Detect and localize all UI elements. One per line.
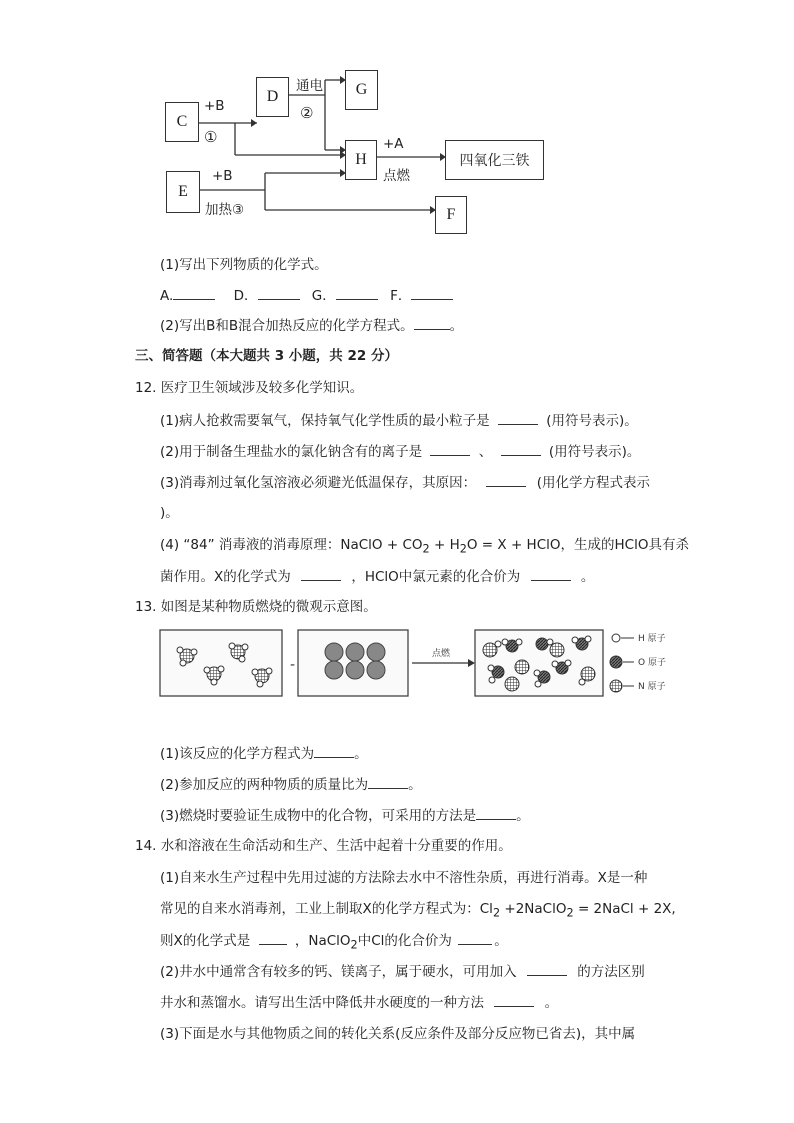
legend-o: O 原子 xyxy=(638,658,666,668)
q11-g-blank[interactable] xyxy=(336,285,378,300)
q12-l2-sep: 、 xyxy=(478,444,493,460)
q14-line1: (1)自来水生产过程中先用过滤的方法除去水中不溶性杂质，再进行消毒。X是一种 xyxy=(160,870,648,886)
q14-line5 xyxy=(160,992,558,1013)
q12-l2-blank-2[interactable] xyxy=(501,441,541,456)
q14-l2-text-c: = 2NaCl + 2X, xyxy=(573,901,676,917)
q13-l2-text: (2)参加反应的两种物质的质量比为 xyxy=(160,777,369,793)
q12-l5-text: 菌作用。X的化学式为 xyxy=(160,569,291,585)
q14-l2-text-a: 常见的自来水消毒剂，工业上制取X的化学方程式为：Cl xyxy=(160,901,493,917)
q12-l5-blank-2[interactable] xyxy=(531,566,571,581)
q11-d-label: D． xyxy=(233,288,258,304)
q12-l4-text-a: (4) “84” 消毒液的消毒原理：NaClO + CO xyxy=(160,537,423,553)
q12-l2-blank-1[interactable] xyxy=(430,441,470,456)
q13-l3-end: 。 xyxy=(516,808,530,824)
q12-l1-blank[interactable] xyxy=(498,410,538,425)
node-f: F xyxy=(435,196,467,234)
q14-stem: 14. 水和溶液在生命活动和生产、生活中起着十分重要的作用。 xyxy=(135,838,512,854)
q12-l5-mid: ，HClO中氯元素的化合价为 xyxy=(351,569,521,585)
q11-f-blank[interactable] xyxy=(411,285,453,300)
q12-l2-end: (用符号表示)。 xyxy=(548,444,641,460)
o2-molecules xyxy=(325,643,385,679)
q12-l4-sub-1: 2 xyxy=(422,542,430,556)
q14-l3-text-c: 中Cl的化合价为 xyxy=(357,933,452,949)
q11-f-label: F． xyxy=(390,288,412,304)
q11-part2-end: 。 xyxy=(449,318,464,334)
q14-l3-blank-2[interactable] xyxy=(458,930,492,945)
label-tongdian: 通电 xyxy=(296,78,323,94)
q11-part2-text: (2)写出B和B混合加热反应的化学方程式。 xyxy=(160,318,414,334)
q11-g-label: G． xyxy=(311,288,336,304)
q11-answers-row xyxy=(160,285,453,306)
node-d: D xyxy=(256,77,289,117)
label-plus-b-3: +B xyxy=(212,168,233,184)
q11-a-label: A. xyxy=(160,288,174,304)
q13-l1-end: 。 xyxy=(354,746,368,762)
q14-l5-end: 。 xyxy=(544,995,559,1011)
svg-text:-: - xyxy=(290,657,296,673)
q12-line3-cont: )。 xyxy=(160,505,179,521)
section-3-title: 三、简答题（本大题共 3 小题，共 22 分） xyxy=(135,348,398,364)
q12-l4-text-b: + H xyxy=(429,537,460,553)
q14-line6: (3)下面是水与其他物质之间的转化关系(反应条件及部分反应物已省去)，其中属 xyxy=(160,1026,636,1042)
q12-l3-end: (用化学方程式表示 xyxy=(536,475,650,491)
label-step-1: ① xyxy=(204,128,218,146)
q14-l3-text: 则X的化学式是 xyxy=(160,933,251,949)
q12-line1 xyxy=(160,410,638,431)
q14-l3-end: 。 xyxy=(494,933,508,949)
q13-l3-text: (3)燃烧时要验证生成物中的化合物，可采用的方法是 xyxy=(160,808,477,824)
q12-stem: 12. 医疗卫生领域涉及较多化学知识。 xyxy=(135,380,364,396)
q14-l3-sub: 2 xyxy=(350,938,358,952)
q13-l3-blank[interactable] xyxy=(476,805,516,820)
q13-l2-end: 。 xyxy=(408,777,422,793)
q14-l4-text: (2)井水中通常含有较多的钙、镁离子，属于硬水，可用加入 xyxy=(160,964,517,980)
legend-n: N 原子 xyxy=(638,682,666,692)
q12-l5-blank-1[interactable] xyxy=(301,566,341,581)
q14-l3-mid: ，NaClO xyxy=(294,933,351,949)
q11-part2 xyxy=(160,315,463,336)
q14-l3-blank-1[interactable] xyxy=(259,930,287,945)
q14-line3 xyxy=(160,930,508,956)
q11-part2-blank[interactable] xyxy=(414,315,450,330)
q12-l4-text-c: O = X + HClO，生成的HClO具有杀 xyxy=(466,537,689,553)
legend-h: H 原子 xyxy=(638,634,666,644)
label-jiare-3: 加热③ xyxy=(205,202,245,218)
q14-line2 xyxy=(160,899,676,924)
q12-l2-text: (2)用于制备生理盐水的氯化钠含有的离子是 xyxy=(160,444,423,460)
q12-l5-end: 。 xyxy=(580,569,595,585)
q11-d-blank[interactable] xyxy=(258,285,300,300)
q13-line2 xyxy=(160,774,422,795)
q12-l1-text: (1)病人抢救需要氧气，保持氧气化学性质的最小粒子是 xyxy=(160,413,490,429)
q14-l5-text: 井水和蒸馏水。请写出生活中降低井水硬度的一种方法 xyxy=(160,995,484,1011)
q13-line3 xyxy=(160,805,530,826)
reaction-diagram xyxy=(150,622,670,704)
q13-l2-blank[interactable] xyxy=(368,774,408,789)
q12-line5 xyxy=(160,566,594,587)
q13-l1-blank[interactable] xyxy=(314,743,354,758)
node-e: E xyxy=(166,171,200,213)
q13-line1 xyxy=(160,743,368,764)
label-dianran: 点燃 xyxy=(383,168,410,184)
q14-l2-text-b: +2NaClO xyxy=(500,901,567,917)
reactant-box-1 xyxy=(160,630,282,696)
node-g: G xyxy=(345,70,378,110)
legend xyxy=(610,633,666,692)
q14-l2-sub-1: 2 xyxy=(492,906,501,920)
q12-line4 xyxy=(160,535,689,560)
arrow-label: 点燃 xyxy=(432,649,451,659)
node-product: 四氧化三铁 xyxy=(445,140,544,180)
q11-part1: (1)写出下列物质的化学式。 xyxy=(160,257,328,273)
q14-l4-blank[interactable] xyxy=(527,961,567,976)
q12-line2 xyxy=(160,441,640,462)
q13-l1-text: (1)该反应的化学方程式为 xyxy=(160,746,315,762)
q14-line4 xyxy=(160,961,645,982)
q14-l5-blank[interactable] xyxy=(494,992,534,1007)
q12-l3-text: (3)消毒剂过氧化氢溶液必须避光低温保存，其原因： xyxy=(160,475,477,491)
q12-line3 xyxy=(160,472,650,493)
node-c: C xyxy=(165,102,199,142)
label-plus-b-1: +B xyxy=(204,98,225,114)
flow-diagram-lines xyxy=(0,0,794,250)
q11-a-blank[interactable] xyxy=(173,285,215,300)
q14-l2-sub-2: 2 xyxy=(566,906,574,920)
node-h: H xyxy=(345,140,377,180)
label-plus-a: +A xyxy=(383,136,404,152)
q12-l4-sub-2: 2 xyxy=(459,542,467,556)
label-step-2: ② xyxy=(300,104,314,122)
q12-l1-end: (用符号表示)。 xyxy=(546,413,638,429)
q13-stem: 13. 如图是某种物质燃烧的微观示意图。 xyxy=(135,599,377,615)
q14-l4-end: 的方法区别 xyxy=(577,964,645,980)
q12-l3-blank[interactable] xyxy=(486,472,526,487)
